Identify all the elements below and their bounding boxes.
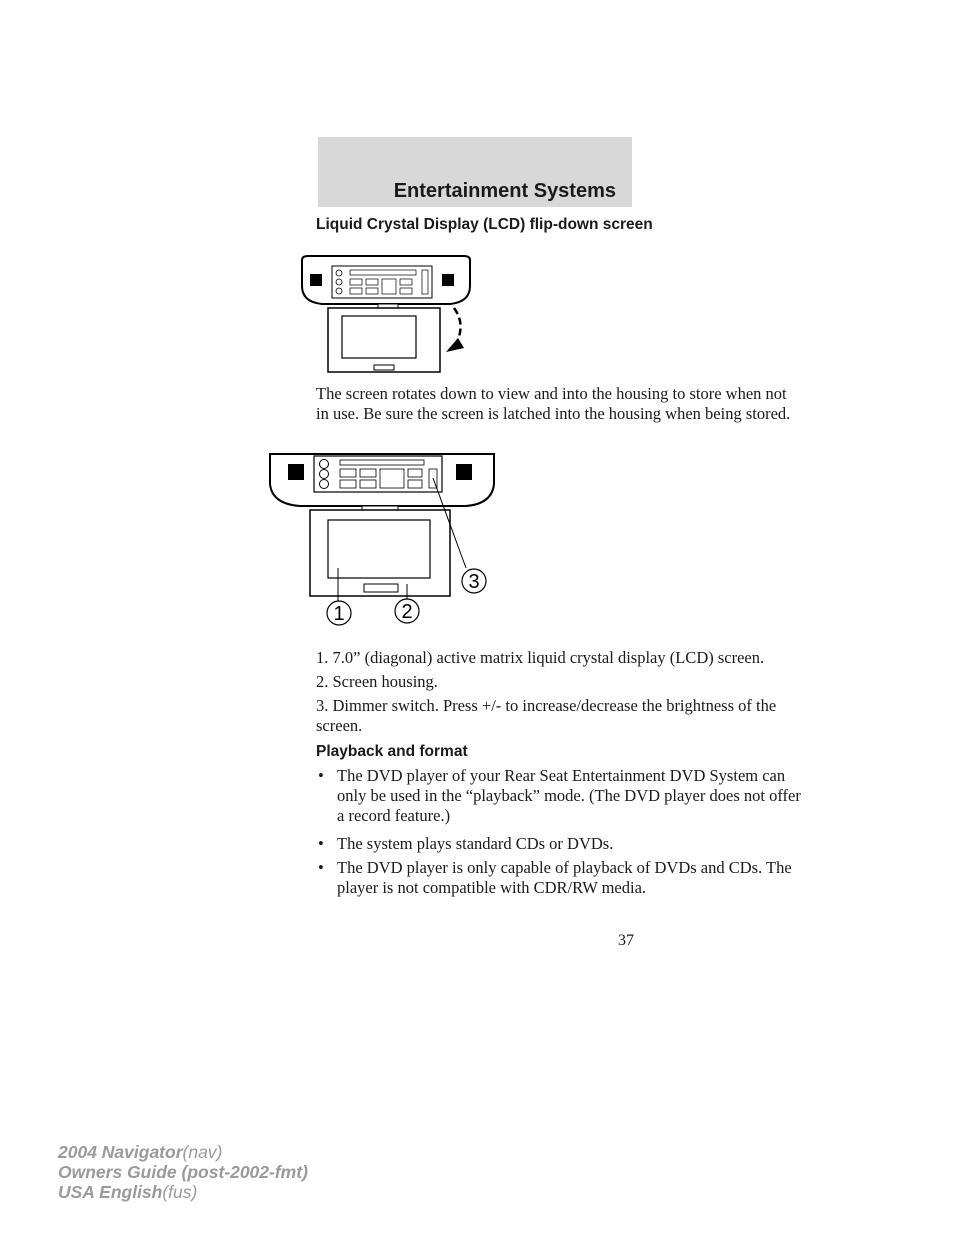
item-3 xyxy=(316,696,776,736)
bullet-line: only be used in the “playback” mode. (The DVD player does not offer xyxy=(337,786,801,805)
footer-line-2 xyxy=(58,1162,308,1182)
bullet-item-3 xyxy=(337,858,792,898)
bullet-item-2 xyxy=(337,834,613,854)
bullet-glyph: • xyxy=(318,858,324,877)
figure-labeled-screen xyxy=(266,448,498,634)
bullet-line: player is not compatible with CDR/RW media. xyxy=(337,878,647,897)
footer-line-3 xyxy=(58,1182,308,1202)
housing-right-block xyxy=(442,274,454,286)
item-line: 3. Dimmer switch. Press +/- to increase/decrease the brightness of the xyxy=(316,696,777,715)
header-title: Entertainment Systems xyxy=(393,180,616,202)
callout-1: 1 xyxy=(333,603,345,625)
housing-left-block xyxy=(310,274,322,286)
footer-metadata xyxy=(58,1142,308,1202)
lcd-screen xyxy=(328,520,430,578)
bullet-line: The DVD player is only capable of playback of DVDs and CDs. The xyxy=(337,858,792,877)
footer-line-1 xyxy=(58,1142,308,1162)
footer-guide: Owners Guide (post-2002-fmt) xyxy=(58,1162,308,1182)
header-band xyxy=(318,137,632,207)
item-line: screen. xyxy=(316,716,363,735)
callout-3: 3 xyxy=(468,571,480,593)
item-1 xyxy=(316,648,764,668)
bullet-glyph: • xyxy=(318,766,324,785)
footer-model-code: (nav) xyxy=(182,1142,223,1162)
footer-language-code: (fus) xyxy=(162,1182,198,1202)
bullet-line: a record feature.) xyxy=(337,806,451,825)
housing-right-block xyxy=(456,464,472,480)
callout-2: 2 xyxy=(401,601,413,623)
bullet-line: The system plays standard CDs or DVDs. xyxy=(337,834,614,853)
section-title-playback: Playback and format xyxy=(316,743,468,760)
item-2 xyxy=(316,672,438,692)
page-number: 37 xyxy=(618,932,634,949)
bullet-glyph: • xyxy=(318,834,324,853)
paragraph-rotate xyxy=(316,384,790,424)
paragraph-line: in use. Be sure the screen is latched into the housing when being stored. xyxy=(316,404,791,423)
section-title-lcd: Liquid Crystal Display (LCD) flip-down screen xyxy=(316,216,653,233)
control-panel xyxy=(314,456,442,492)
bullet-item-1 xyxy=(337,766,801,826)
item-line: 2. Screen housing. xyxy=(316,672,438,691)
housing-left-block xyxy=(288,464,304,480)
footer-model: 2004 Navigator xyxy=(58,1142,183,1162)
bullet-line: The DVD player of your Rear Seat Entertainment DVD System can xyxy=(337,766,786,785)
rotation-arrow xyxy=(454,308,461,344)
lcd-screen xyxy=(342,316,416,358)
paragraph-line: The screen rotates down to view and into the housing to store when not xyxy=(316,384,787,403)
figure-flipdown-screen xyxy=(296,252,476,380)
item-line: 1. 7.0” (diagonal) active matrix liquid crystal display (LCD) screen. xyxy=(316,648,765,667)
footer-language: USA English xyxy=(58,1182,163,1202)
arrow-head xyxy=(446,338,464,352)
